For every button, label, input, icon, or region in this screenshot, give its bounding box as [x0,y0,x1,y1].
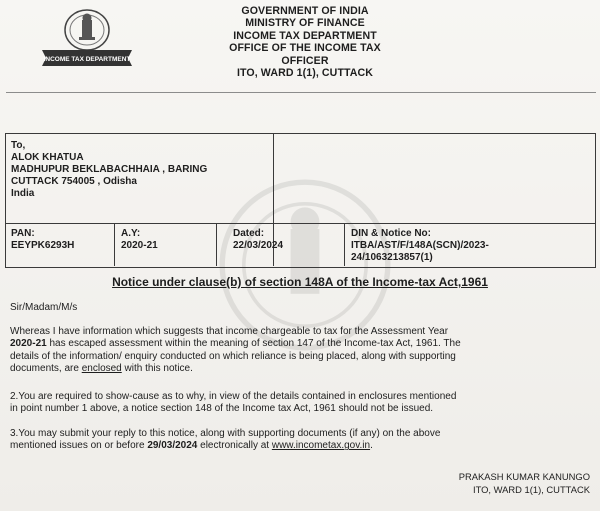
dated-label: Dated: [233,228,265,239]
paragraph-2 [10,391,594,416]
notice-title: Notice under clause(b) of section 148A of the Income-tax Act,1961 [112,275,488,289]
address-line-2: CUTTACK 754005 , Odisha [11,176,137,187]
din-value-line-1: ITBA/AST/F/148A(SCN)/2023- [351,240,489,251]
din-label: DIN & Notice No: [351,228,431,239]
address-country: India [11,188,35,199]
din-cell [351,228,489,264]
paragraph-3-line-2-c: . [370,440,373,452]
income-tax-logo-icon [38,6,136,70]
logo-banner-text: INCOME TAX DEPARTMENT [43,56,131,63]
paragraph-2-line-1: 2.You are required to show-cause as to why, in view of the details contained in enclosures mentioned [10,391,457,402]
box-divider-col1 [114,223,115,266]
header-divider [6,92,596,93]
header-line-3: INCOME TAX DEPARTMENT [233,29,377,42]
pan-value: EEYPK6293H [11,240,75,251]
paragraph-1-line-3: details of the information/ enquiry conducted on which reliance is being placed, along with supporting [10,350,456,362]
officer-office: ITO, WARD 1(1), CUTTACK [472,484,590,495]
to-label: To, [11,140,26,151]
box-divider-col2 [216,223,217,266]
paragraph-1-line-1: Whereas I have information which suggests that income chargeable to tax for the Assessment Year [10,326,449,337]
address-line-1: MADHUPUR BEKLABACHHAIA , BARING [11,164,208,175]
box-divider-col3 [344,223,345,266]
paragraph-3 [10,428,594,453]
paragraph-3-line-2 [10,440,594,452]
paragraph-3-line-2-b: electronically at [197,440,272,452]
header-line-2: MINISTRY OF FINANCE [245,17,365,30]
paragraph-3-line-1: 3.You may submit your reply to this notice, along with supporting documents (if any) on the above [10,428,441,439]
ay-cell [121,228,158,252]
officer-name: PRAKASH KUMAR KANUNGO [458,471,590,482]
income-tax-portal-link[interactable]: www.incometax.gov.in [271,440,371,452]
paragraph-1-line-2-text: has escaped assessment within the meaning of section 147 of the Income-tax Act, 1961. The [46,338,461,350]
reply-deadline: 29/03/2024 [147,440,198,452]
dated-value: 22/03/2024 [233,240,284,251]
pan-label: PAN: [11,228,35,239]
paragraph-3-line-2-a: mentioned issues on or before [10,440,148,452]
signature-block [459,470,590,496]
paragraph-1-line-2 [10,338,594,350]
addressee-block [11,140,207,200]
header-line-6: ITO, WARD 1(1), CUTTACK [236,67,374,80]
box-divider-horizontal [6,223,595,224]
paragraph-1-line-4-a: documents, are [10,362,82,374]
paragraph-1 [10,326,594,375]
addressee-details-box [5,133,596,268]
office-header [205,5,405,79]
pan-cell [11,228,74,252]
header-line-5: OFFICER [281,54,329,67]
paragraph-2-line-2: in point number 1 above, a notice section 148 of the Income tax Act, 1961 should not be issued. [10,403,434,415]
din-value-line-2: 24/1063213857(1) [351,252,433,263]
ay-value: 2020-21 [121,240,158,251]
dated-cell [233,228,283,252]
paragraph-1-line-4 [10,363,594,375]
paragraph-1-line-4-b: with this notice. [121,362,193,374]
salutation: Sir/Madam/M/s [10,302,78,313]
header-line-4: OFFICE OF THE INCOME TAX [229,42,381,55]
addressee-name: ALOK KHATUA [11,152,84,163]
assessment-year: 2020-21 [10,338,47,350]
ay-label: A.Y: [121,228,141,239]
enclosed-word: enclosed [81,362,122,374]
header-line-1: GOVERNMENT OF INDIA [241,5,369,17]
